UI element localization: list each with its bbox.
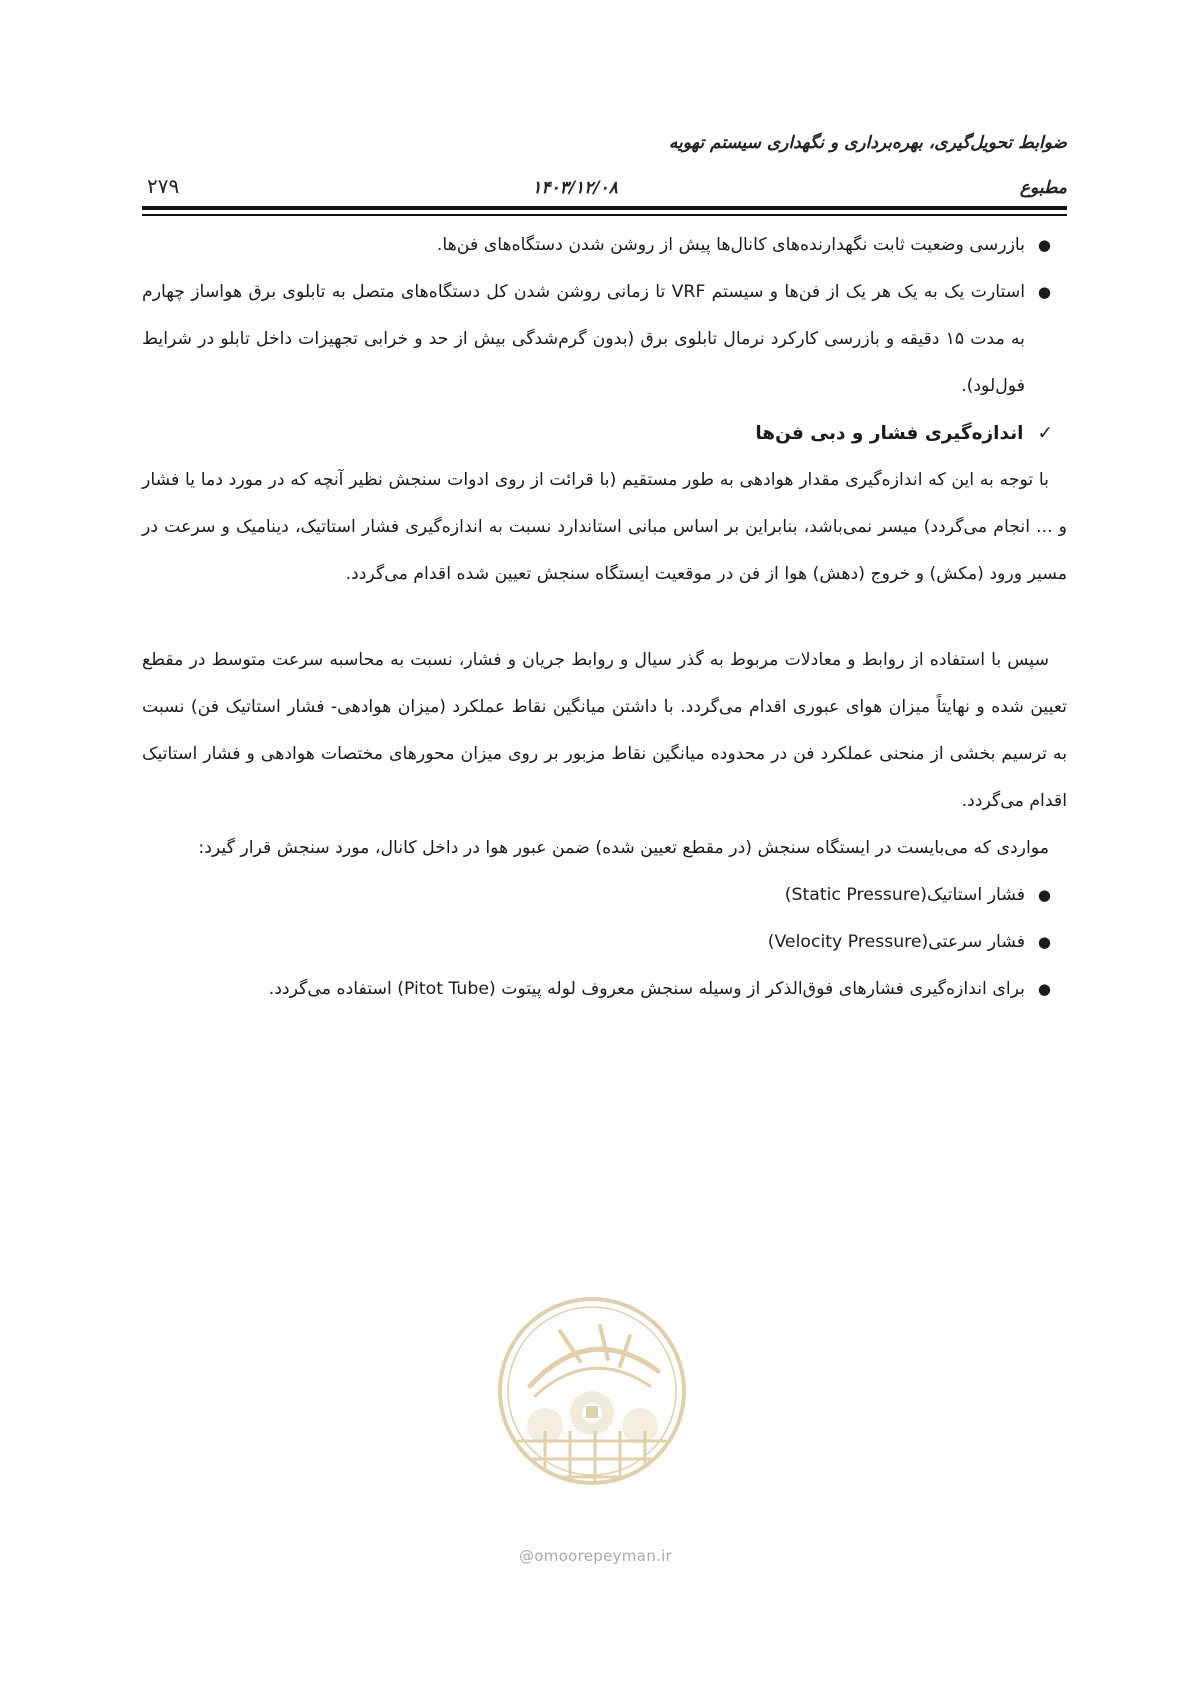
page-number: ۲۷۹ xyxy=(147,174,180,198)
header-title: ضوابط تحویل‌گیری، بهره‌برداری و نگهداری سیستم تهویه xyxy=(668,133,1067,153)
bullet-dot-icon: ● xyxy=(1037,283,1051,301)
paragraph: مواردی که می‌بایست در ایستگاه سنجش (در مقطع تعیین شده) ضمن عبور هوا در داخل کانال، مورد سنجش قرار گیرد: xyxy=(198,838,1049,858)
header-rule-thin xyxy=(142,214,1067,216)
watermark-seal-logo xyxy=(490,1291,695,1491)
bullet-dot-icon: ● xyxy=(1037,933,1051,951)
paragraph-spacer xyxy=(142,598,1067,637)
list-item xyxy=(142,919,1067,966)
list-item-text: فشار سرعتی(Velocity Pressure) xyxy=(767,932,1025,952)
list-item-text: فشار استاتیک(Static Pressure) xyxy=(784,885,1025,905)
watermark-website: @omoorepeyman.ir xyxy=(518,1547,673,1565)
list-item xyxy=(142,222,1067,269)
paragraph: سپس با استفاده از روابط و معادلات مربوط به گذر سیال و روابط جریان و فشار، نسبت به محاسبه سرعت متوسط در مقطع تعیین شده و نهایتاً میزان هوای عبوری اقدام می‌گردد. با داشتن میانگین نقاط عملکرد (میزان هوادهی- فشار استاتیک فن) نسبت به ترسیم بخشی از منحنی عملکرد فن در محدوده میانگین نقاط مزبور بر روی میزان محورهای مختصات هوادهی و فشار استاتیک اقدام می‌گردد. xyxy=(142,650,1067,811)
top-bullet-list xyxy=(142,222,1067,410)
list-item xyxy=(142,269,1067,410)
bottom-bullet-list xyxy=(142,872,1067,1013)
list-item-text: برای اندازه‌گیری فشارهای فوق‌الذکر از وسیله سنجش معروف لوله پیتوت (Pitot Tube) استفاده می‌گردد. xyxy=(268,979,1025,999)
section-heading xyxy=(142,410,1067,457)
bullet-dot-icon: ● xyxy=(1037,980,1051,998)
list-item xyxy=(142,872,1067,919)
page-content xyxy=(142,222,1067,1013)
bullet-dot-icon: ● xyxy=(1037,886,1051,904)
header-rule-thick xyxy=(142,206,1067,210)
section-heading-text: اندازه‌گیری فشار و دبی فن‌ها xyxy=(755,423,1024,444)
paragraph: با توجه به این که اندازه‌گیری مقدار هوادهی به طور مستقیم (با قرائت از روی ادوات سنجش نظیر آنچه که در مورد دما یا فشار و ... انجام می‌گردد) میسر نمی‌باشد، بنابراین بر اساس مبانی استاندارد نسبت به اندازه‌گیری فشار استاتیک، دینامیک و سرعت در مسیر ورود (مکش) و خروج (دهش) هوا از فن در موقعیت ایستگاه سنجش تعیین شده اقدام می‌گردد. xyxy=(142,470,1067,584)
header-date: ۱۴۰۳/۱۲/۰۸ xyxy=(532,178,618,198)
checkmark-icon: ✓ xyxy=(1037,423,1053,444)
bullet-dot-icon: ● xyxy=(1037,236,1051,254)
list-item-text: استارت یک به یک هر یک از فن‌ها و سیستم VRF تا زمانی روشن شدن کل دستگاه‌های متصل به تابلوی برق هواساز چهارم به مدت ۱۵ دقیقه و بازرسی کارکرد نرمال تابلوی برق (بدون گرم‌شدگی بیش از حد و خرابی تجهیزات داخل تابلو در شرایط فول‌لود). xyxy=(142,282,1025,396)
list-item-text: بازرسی وضعیت ثابت نگهدارنده‌های کانال‌ها پیش از روشن شدن دستگاه‌های فن‌ها. xyxy=(436,235,1025,255)
list-item xyxy=(142,966,1067,1013)
header-status: مطبوع xyxy=(1019,178,1067,198)
